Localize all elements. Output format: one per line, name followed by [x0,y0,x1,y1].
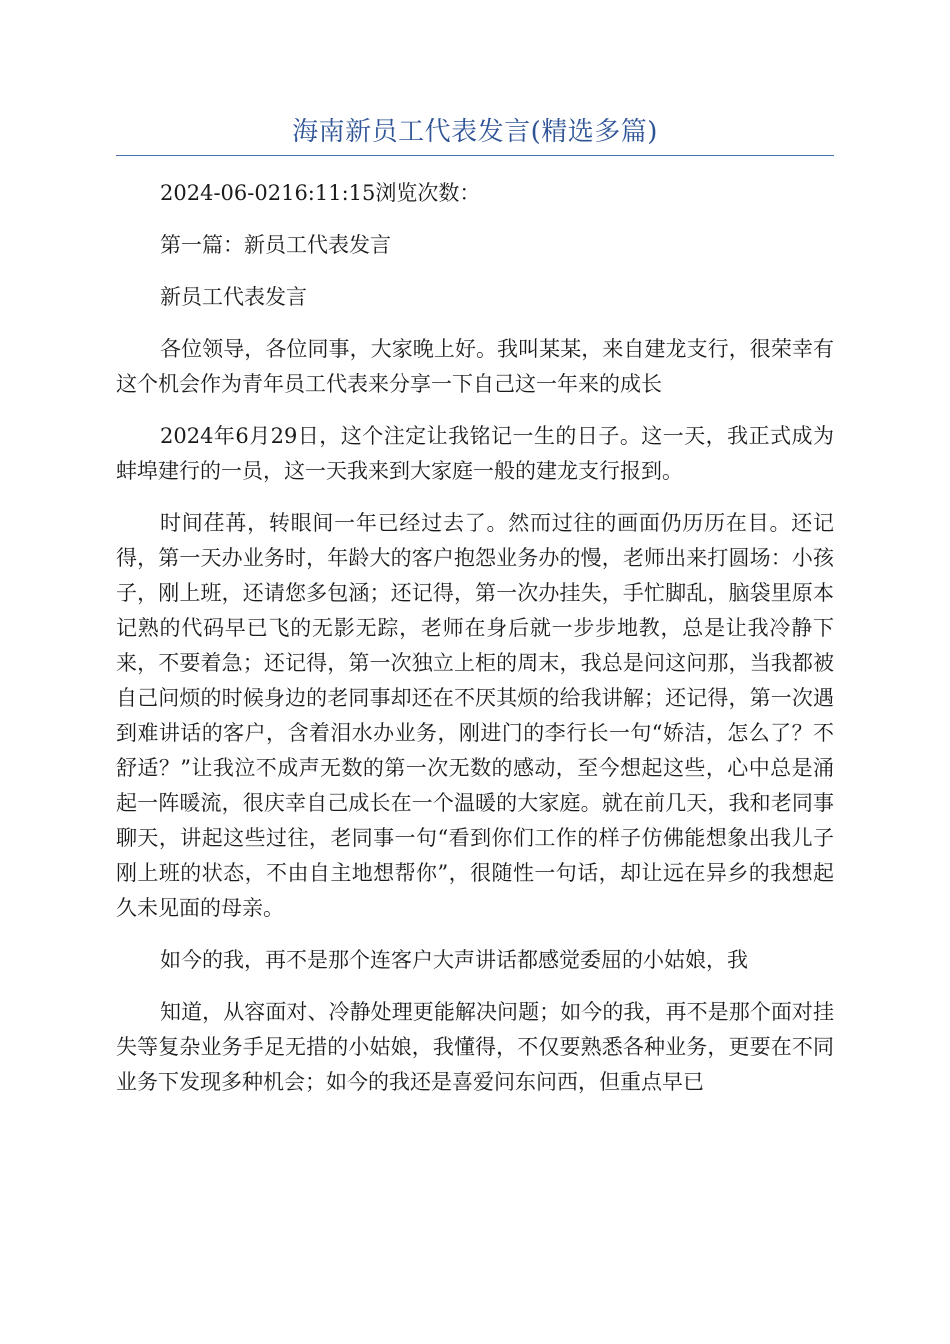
speech-title: 新员工代表发言 [160,285,307,309]
paragraph: 各位领导，各位同事，大家晚上好。我叫某某，来自建龙支行，很荣幸有这个机会作为青年员工代表来分享一下自己这一年来的成长 [116,337,834,396]
paragraph: 知道，从容面对、冷静处理更能解决问题；如今的我，再不是那个面对挂失等复杂业务手足无措的小姑娘，我懂得，不仅要熟悉各种业务，更要在不同业务下发现多种机会；如今的我还是喜爱问东问西，但重点早已 [116,1000,834,1094]
title-underline [116,155,834,156]
section-heading: 第一篇：新员工代表发言 [160,233,391,257]
paragraph: 如今的我，再不是那个连客户大声讲话都感觉委屈的小姑娘，我 [160,948,748,972]
document-title: 海南新员工代表发言(精选多篇) [292,117,658,147]
paragraph: 2024年6月29日，这个注定让我铭记一生的日子。这一天，我正式成为蚌埠建行的一员，这一天我来到大家庭一般的建龙支行报到。 [116,424,834,483]
meta-timestamp-line: 2024-06-0216:11:15浏览次数： [160,181,481,205]
document-body [116,176,834,1117]
paragraph: 时间荏苒，转眼间一年已经过去了。然而过往的画面仍历历在目。还记得，第一天办业务时，年龄大的客户抱怨业务办的慢，老师出来打圆场：小孩子，刚上班，还请您多包涵；还记得，第一次办挂失，手忙脚乱，脑袋里原本记熟的代码早已飞的无影无踪，老师在身后就一步步地教，总是让我冷静下来，不要着急；还记得，第一次独立上柜的周末，我总是问这问那，当我都被自己问烦的时候身边的老同事却还在不厌其烦的给我讲解；还记得，第一次遇到难讲话的客户，含着泪水办业务，刚进门的李行长一句“娇洁，怎么了？不舒适？”让我泣不成声无数的第一次无数的感动，至今想起这些，心中总是涌起一阵暖流，很庆幸自己成长在一个温暖的大家庭。就在前几天，我和老同事聊天，讲起这些过往，老同事一句“看到你们工作的样子仿佛能想象出我儿子刚上班的状态，不由自主地想帮你”，很随性一句话，却让远在异乡的我想起久未见面的母亲。 [116,511,834,920]
